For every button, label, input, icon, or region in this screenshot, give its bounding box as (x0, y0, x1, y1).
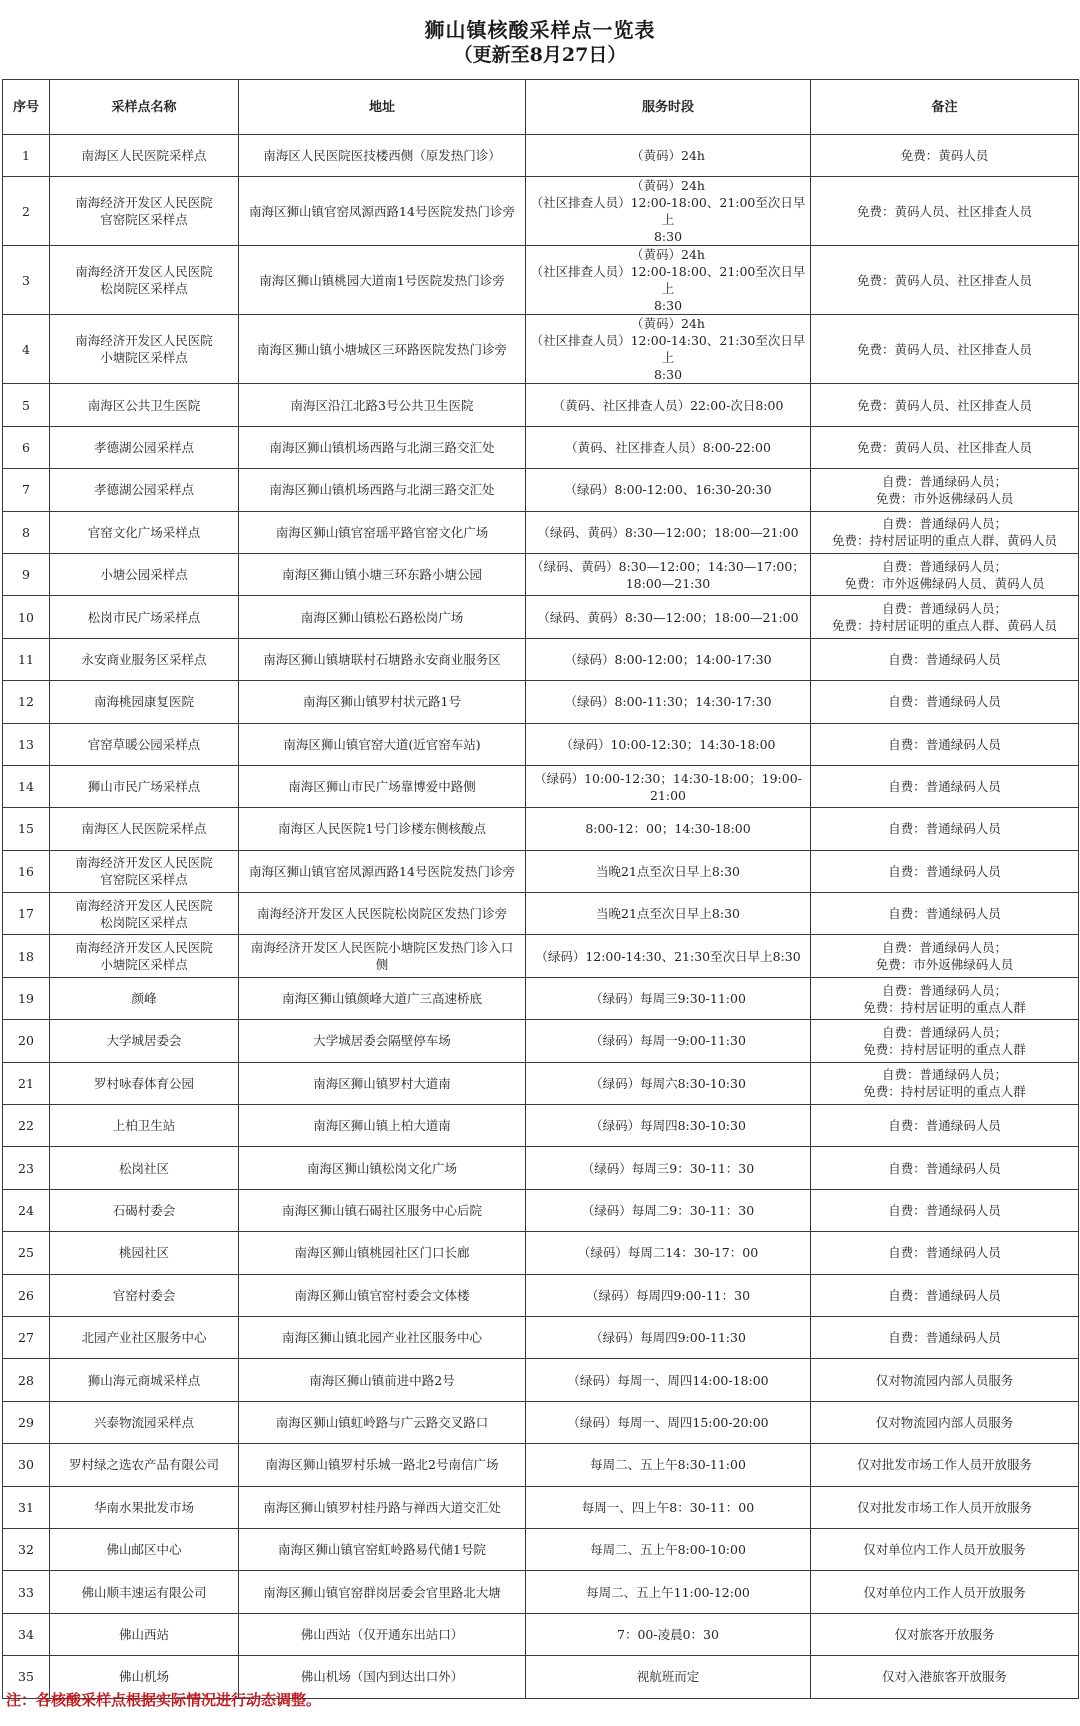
cell-remarks: 自费：普通绿码人员 (811, 638, 1079, 680)
table-row (3, 1020, 1079, 1062)
cell-service-hours: （绿码）每周四8:30-10:30 (526, 1105, 811, 1147)
cell-site-name: 孝德湖公园采样点 (50, 469, 239, 511)
cell-remarks: 自费：普通绿码人员； 免费：市外返佛绿码人员、黄码人员 (811, 553, 1079, 595)
cell-site-name: 南海经济开发区人民医院 小塘院区采样点 (50, 935, 239, 977)
cell-remarks: 仅对批发市场工作人员开放服务 (811, 1444, 1079, 1486)
table-row (3, 1486, 1079, 1528)
footnote: 注：各核酸采样点根据实际情况进行动态调整。 (6, 1691, 322, 1709)
table-row (3, 1571, 1079, 1613)
cell-remarks: 仅对入港旅客开放服务 (811, 1656, 1079, 1698)
table-row (3, 638, 1079, 680)
cell-index: 33 (3, 1571, 50, 1613)
cell-service-hours: （绿码）每周四9:00-11:30 (526, 1316, 811, 1358)
cell-service-hours: （绿码）每周一、周四15:00-20:00 (526, 1401, 811, 1443)
cell-site-name: 北园产业社区服务中心 (50, 1316, 239, 1358)
cell-site-name: 南海区人民医院采样点 (50, 135, 239, 177)
cell-index: 24 (3, 1189, 50, 1231)
cell-site-name: 颜峰 (50, 977, 239, 1019)
cell-address: 南海经济开发区人民医院小塘院区发热门诊入口 侧 (239, 935, 526, 977)
table-row (3, 1316, 1079, 1358)
cell-remarks: 自费：普通绿码人员； 免费：持村居证明的重点人群、黄码人员 (811, 596, 1079, 638)
cell-remarks: 自费：普通绿码人员； 免费：持村居证明的重点人群、黄码人员 (811, 511, 1079, 553)
cell-service-hours: （绿码）10:00-12:30；14:30-18:00；19:00-21:00 (526, 765, 811, 807)
cell-address: 南海区狮山镇官窑大道(近官窑车站) (239, 723, 526, 765)
cell-site-name: 上柏卫生站 (50, 1105, 239, 1147)
cell-service-hours: 每周一、四上午8：30-11：00 (526, 1486, 811, 1528)
cell-service-hours: （绿码）10:00-12:30；14:30-18:00 (526, 723, 811, 765)
cell-site-name: 大学城居委会 (50, 1020, 239, 1062)
cell-index: 23 (3, 1147, 50, 1189)
table-row (3, 977, 1079, 1019)
header-address: 地址 (239, 80, 526, 135)
cell-remarks: 自费：普通绿码人员 (811, 1316, 1079, 1358)
cell-site-name: 华南水果批发市场 (50, 1486, 239, 1528)
cell-remarks: 自费：普通绿码人员； 免费：市外返佛绿码人员 (811, 469, 1079, 511)
cell-site-name: 兴泰物流园采样点 (50, 1401, 239, 1443)
cell-remarks: 免费：黄码人员、社区排查人员 (811, 246, 1079, 315)
cell-site-name: 官窑村委会 (50, 1274, 239, 1316)
cell-site-name: 南海经济开发区人民医院 官窑院区采样点 (50, 850, 239, 892)
cell-address: 南海区狮山镇颜峰大道广三高速桥底 (239, 977, 526, 1019)
cell-service-hours: 每周二、五上午8:30-11:00 (526, 1444, 811, 1486)
cell-remarks: 免费：黄码人员、社区排查人员 (811, 315, 1079, 384)
cell-index: 13 (3, 723, 50, 765)
table-row (3, 1147, 1079, 1189)
cell-remarks: 自费：普通绿码人员 (811, 765, 1079, 807)
cell-remarks: 自费：普通绿码人员 (811, 850, 1079, 892)
cell-service-hours: （绿码）8:00-12:00、16:30-20:30 (526, 469, 811, 511)
cell-index: 35 (3, 1656, 50, 1698)
cell-address: 南海区狮山镇虹岭路与广云路交叉路口 (239, 1401, 526, 1443)
cell-service-hours: 7：00-凌晨0：30 (526, 1613, 811, 1655)
table-row (3, 1189, 1079, 1231)
cell-index: 11 (3, 638, 50, 680)
header-remarks: 备注 (811, 80, 1079, 135)
cell-remarks: 自费：普通绿码人员 (811, 1147, 1079, 1189)
cell-index: 2 (3, 177, 50, 246)
table-body (3, 135, 1079, 1699)
sample-points-table (2, 79, 1079, 1699)
cell-service-hours: （黄码、社区排查人员）8:00-22:00 (526, 426, 811, 468)
cell-remarks: 免费：黄码人员、社区排查人员 (811, 426, 1079, 468)
header-site-name: 采样点名称 (50, 80, 239, 135)
cell-site-name: 官窑文化广场采样点 (50, 511, 239, 553)
cell-index: 5 (3, 384, 50, 426)
cell-remarks: 自费：普通绿码人员 (811, 681, 1079, 723)
cell-service-hours: （黄码）24h （社区排查人员）12:00-18:00、21:00至次日早上 8:30 (526, 177, 811, 246)
cell-service-hours: 当晚21点至次日早上8:30 (526, 893, 811, 935)
cell-remarks: 自费：普通绿码人员 (811, 808, 1079, 850)
cell-index: 31 (3, 1486, 50, 1528)
cell-index: 30 (3, 1444, 50, 1486)
cell-address: 南海区狮山镇罗村大道南 (239, 1062, 526, 1104)
table-row (3, 596, 1079, 638)
cell-index: 16 (3, 850, 50, 892)
cell-site-name: 佛山机场 (50, 1656, 239, 1698)
table-row (3, 384, 1079, 426)
cell-remarks: 免费：黄码人员 (811, 135, 1079, 177)
table-row (3, 1062, 1079, 1104)
cell-site-name: 罗村咏春体育公园 (50, 1062, 239, 1104)
cell-service-hours: （黄码）24h (526, 135, 811, 177)
cell-service-hours: （绿码、黄码）8:30—12:00；18:00—21:00 (526, 596, 811, 638)
cell-service-hours: （绿码）每周四9:00-11：30 (526, 1274, 811, 1316)
cell-remarks: 自费：普通绿码人员 (811, 1105, 1079, 1147)
cell-service-hours: （绿码）每周一9:00-11:30 (526, 1020, 811, 1062)
cell-service-hours: （黄码、社区排查人员）22:00-次日8:00 (526, 384, 811, 426)
cell-index: 22 (3, 1105, 50, 1147)
cell-address: 南海区狮山镇罗村状元路1号 (239, 681, 526, 723)
cell-remarks: 仅对单位内工作人员开放服务 (811, 1528, 1079, 1570)
cell-site-name: 南海经济开发区人民医院 松岗院区采样点 (50, 893, 239, 935)
header-index: 序号 (3, 80, 50, 135)
table-row (3, 1232, 1079, 1274)
cell-index: 3 (3, 246, 50, 315)
cell-service-hours: （绿码）每周二9：30-11：30 (526, 1189, 811, 1231)
cell-address: 南海区狮山镇桃园社区门口长廊 (239, 1232, 526, 1274)
cell-address: 南海区狮山镇官窑凤源西路14号医院发热门诊旁 (239, 850, 526, 892)
cell-service-hours: 8:00-12：00；14:30-18:00 (526, 808, 811, 850)
cell-address: 南海区狮山镇机场西路与北湖三路交汇处 (239, 469, 526, 511)
table-row (3, 1401, 1079, 1443)
cell-address: 南海区狮山镇塘联村石塘路永安商业服务区 (239, 638, 526, 680)
cell-index: 21 (3, 1062, 50, 1104)
cell-site-name: 小塘公园采样点 (50, 553, 239, 595)
table-row (3, 246, 1079, 315)
table-row (3, 1528, 1079, 1570)
cell-index: 1 (3, 135, 50, 177)
cell-site-name: 南海经济开发区人民医院 小塘院区采样点 (50, 315, 239, 384)
cell-site-name: 罗村绿之选农产品有限公司 (50, 1444, 239, 1486)
cell-service-hours: （绿码）8:00-11:30；14:30-17:30 (526, 681, 811, 723)
cell-site-name: 狮山市民广场采样点 (50, 765, 239, 807)
cell-index: 14 (3, 765, 50, 807)
table-row (3, 1444, 1079, 1486)
cell-service-hours: 当晚21点至次日早上8:30 (526, 850, 811, 892)
table-row (3, 1105, 1079, 1147)
cell-site-name: 南海经济开发区人民医院 官窑院区采样点 (50, 177, 239, 246)
cell-site-name: 松岗社区 (50, 1147, 239, 1189)
cell-service-hours: （绿码）每周一、周四14:00-18:00 (526, 1359, 811, 1401)
cell-remarks: 仅对单位内工作人员开放服务 (811, 1571, 1079, 1613)
table-row (3, 553, 1079, 595)
cell-address: 佛山机场（国内到达出口外） (239, 1656, 526, 1698)
cell-address: 南海区狮山镇官窑凤源西路14号医院发热门诊旁 (239, 177, 526, 246)
cell-address: 南海经济开发区人民医院松岗院区发热门诊旁 (239, 893, 526, 935)
cell-remarks: 自费：普通绿码人员； 免费：持村居证明的重点人群 (811, 977, 1079, 1019)
cell-address: 南海区狮山镇官窑瑶平路官窑文化广场 (239, 511, 526, 553)
cell-index: 32 (3, 1528, 50, 1570)
cell-service-hours: （绿码）8:00-12:00；14:00-17:30 (526, 638, 811, 680)
table-row (3, 315, 1079, 384)
cell-service-hours: 每周二、五上午8:00-10:00 (526, 1528, 811, 1570)
cell-service-hours: （绿码）12:00-14:30、21:30至次日早上8:30 (526, 935, 811, 977)
cell-index: 29 (3, 1401, 50, 1443)
table-row (3, 935, 1079, 977)
cell-remarks: 自费：普通绿码人员； 免费：持村居证明的重点人群 (811, 1062, 1079, 1104)
header-service-hours: 服务时段 (526, 80, 811, 135)
cell-address: 南海区狮山镇松石路松岗广场 (239, 596, 526, 638)
cell-remarks: 自费：普通绿码人员 (811, 893, 1079, 935)
cell-index: 26 (3, 1274, 50, 1316)
cell-address: 南海区狮山镇前进中路2号 (239, 1359, 526, 1401)
cell-address: 南海区狮山镇官窑虹岭路易代储1号院 (239, 1528, 526, 1570)
cell-service-hours: （绿码）每周二14：30-17：00 (526, 1232, 811, 1274)
cell-remarks: 自费：普通绿码人员； 免费：持村居证明的重点人群 (811, 1020, 1079, 1062)
cell-index: 12 (3, 681, 50, 723)
cell-site-name: 松岗市民广场采样点 (50, 596, 239, 638)
cell-index: 25 (3, 1232, 50, 1274)
cell-remarks: 自费：普通绿码人员 (811, 1189, 1079, 1231)
cell-address: 南海区狮山镇北园产业社区服务中心 (239, 1316, 526, 1358)
cell-site-name: 佛山顺丰速运有限公司 (50, 1571, 239, 1613)
cell-address: 南海区沿江北路3号公共卫生医院 (239, 384, 526, 426)
cell-address: 南海区狮山镇官窑村委会文体楼 (239, 1274, 526, 1316)
page-title: 狮山镇核酸采样点一览表 (424, 18, 656, 42)
page-subtitle: （更新至8月27日） (453, 44, 627, 66)
cell-index: 10 (3, 596, 50, 638)
cell-index: 27 (3, 1316, 50, 1358)
cell-index: 4 (3, 315, 50, 384)
cell-site-name: 南海区公共卫生医院 (50, 384, 239, 426)
cell-index: 19 (3, 977, 50, 1019)
cell-index: 28 (3, 1359, 50, 1401)
cell-service-hours: 每周二、五上午11:00-12:00 (526, 1571, 811, 1613)
table-row (3, 850, 1079, 892)
table-header-row (3, 80, 1079, 135)
cell-index: 15 (3, 808, 50, 850)
table-row (3, 723, 1079, 765)
table-row (3, 893, 1079, 935)
cell-site-name: 南海桃园康复医院 (50, 681, 239, 723)
cell-index: 17 (3, 893, 50, 935)
cell-address: 南海区狮山镇罗村桂丹路与禅西大道交汇处 (239, 1486, 526, 1528)
table-row (3, 808, 1079, 850)
cell-site-name: 南海区人民医院采样点 (50, 808, 239, 850)
cell-service-hours: （绿码、黄码）8:30—12:00；18:00—21:00 (526, 511, 811, 553)
cell-index: 8 (3, 511, 50, 553)
cell-remarks: 免费：黄码人员、社区排查人员 (811, 177, 1079, 246)
cell-address: 南海区狮山市民广场靠博爱中路侧 (239, 765, 526, 807)
cell-address: 南海区狮山镇石碣社区服务中心后院 (239, 1189, 526, 1231)
table-row (3, 469, 1079, 511)
cell-index: 7 (3, 469, 50, 511)
cell-site-name: 南海经济开发区人民医院 松岗院区采样点 (50, 246, 239, 315)
cell-site-name: 官窑草暖公园采样点 (50, 723, 239, 765)
cell-remarks: 自费：普通绿码人员 (811, 1274, 1079, 1316)
cell-site-name: 石碣村委会 (50, 1189, 239, 1231)
cell-site-name: 狮山海元商城采样点 (50, 1359, 239, 1401)
cell-remarks: 自费：普通绿码人员 (811, 723, 1079, 765)
cell-index: 34 (3, 1613, 50, 1655)
cell-address: 南海区狮山镇松岗文化广场 (239, 1147, 526, 1189)
cell-service-hours: （绿码、黄码）8:30—12:00；14:30—17:00； 18:00—21:30 (526, 553, 811, 595)
cell-address: 南海区人民医院医技楼西侧（原发热门诊） (239, 135, 526, 177)
cell-site-name: 佛山邮区中心 (50, 1528, 239, 1570)
cell-address: 南海区人民医院1号门诊楼东侧核酸点 (239, 808, 526, 850)
table-row (3, 765, 1079, 807)
cell-address: 大学城居委会隔壁停车场 (239, 1020, 526, 1062)
cell-remarks: 仅对物流园内部人员服务 (811, 1359, 1079, 1401)
cell-service-hours: （黄码）24h （社区排查人员）12:00-18:00、21:00至次日早上 8:30 (526, 246, 811, 315)
cell-remarks: 自费：普通绿码人员； 免费：市外返佛绿码人员 (811, 935, 1079, 977)
cell-address: 南海区狮山镇小塘城区三环路医院发热门诊旁 (239, 315, 526, 384)
table-row (3, 1359, 1079, 1401)
cell-site-name: 孝德湖公园采样点 (50, 426, 239, 468)
cell-service-hours: （绿码）每周三9:30-11:00 (526, 977, 811, 1019)
cell-address: 南海区狮山镇机场西路与北湖三路交汇处 (239, 426, 526, 468)
table-row (3, 426, 1079, 468)
table-row (3, 135, 1079, 177)
cell-remarks: 仅对旅客开放服务 (811, 1613, 1079, 1655)
cell-address: 佛山西站（仅开通东出站口） (239, 1613, 526, 1655)
cell-index: 20 (3, 1020, 50, 1062)
cell-remarks: 仅对物流园内部人员服务 (811, 1401, 1079, 1443)
cell-remarks: 免费：黄码人员、社区排查人员 (811, 384, 1079, 426)
cell-service-hours: 视航班而定 (526, 1656, 811, 1698)
table-row (3, 681, 1079, 723)
cell-service-hours: （绿码）每周三9：30-11：30 (526, 1147, 811, 1189)
cell-service-hours: （绿码）每周六8:30-10:30 (526, 1062, 811, 1104)
cell-site-name: 桃园社区 (50, 1232, 239, 1274)
cell-address: 南海区狮山镇小塘三环东路小塘公园 (239, 553, 526, 595)
cell-index: 9 (3, 553, 50, 595)
cell-site-name: 佛山西站 (50, 1613, 239, 1655)
cell-remarks: 自费：普通绿码人员 (811, 1232, 1079, 1274)
cell-site-name: 永安商业服务区采样点 (50, 638, 239, 680)
table-row (3, 1274, 1079, 1316)
table-row (3, 511, 1079, 553)
cell-remarks: 仅对批发市场工作人员开放服务 (811, 1486, 1079, 1528)
cell-address: 南海区狮山镇罗村乐城一路北2号南信广场 (239, 1444, 526, 1486)
cell-address: 南海区狮山镇官窑群岗居委会官里路北大塘 (239, 1571, 526, 1613)
cell-index: 6 (3, 426, 50, 468)
table-row (3, 177, 1079, 246)
cell-service-hours: （黄码）24h （社区排查人员）12:00-14:30、21:30至次日早上 8:30 (526, 315, 811, 384)
cell-index: 18 (3, 935, 50, 977)
table-row (3, 1613, 1079, 1655)
cell-address: 南海区狮山镇上柏大道南 (239, 1105, 526, 1147)
cell-address: 南海区狮山镇桃园大道南1号医院发热门诊旁 (239, 246, 526, 315)
